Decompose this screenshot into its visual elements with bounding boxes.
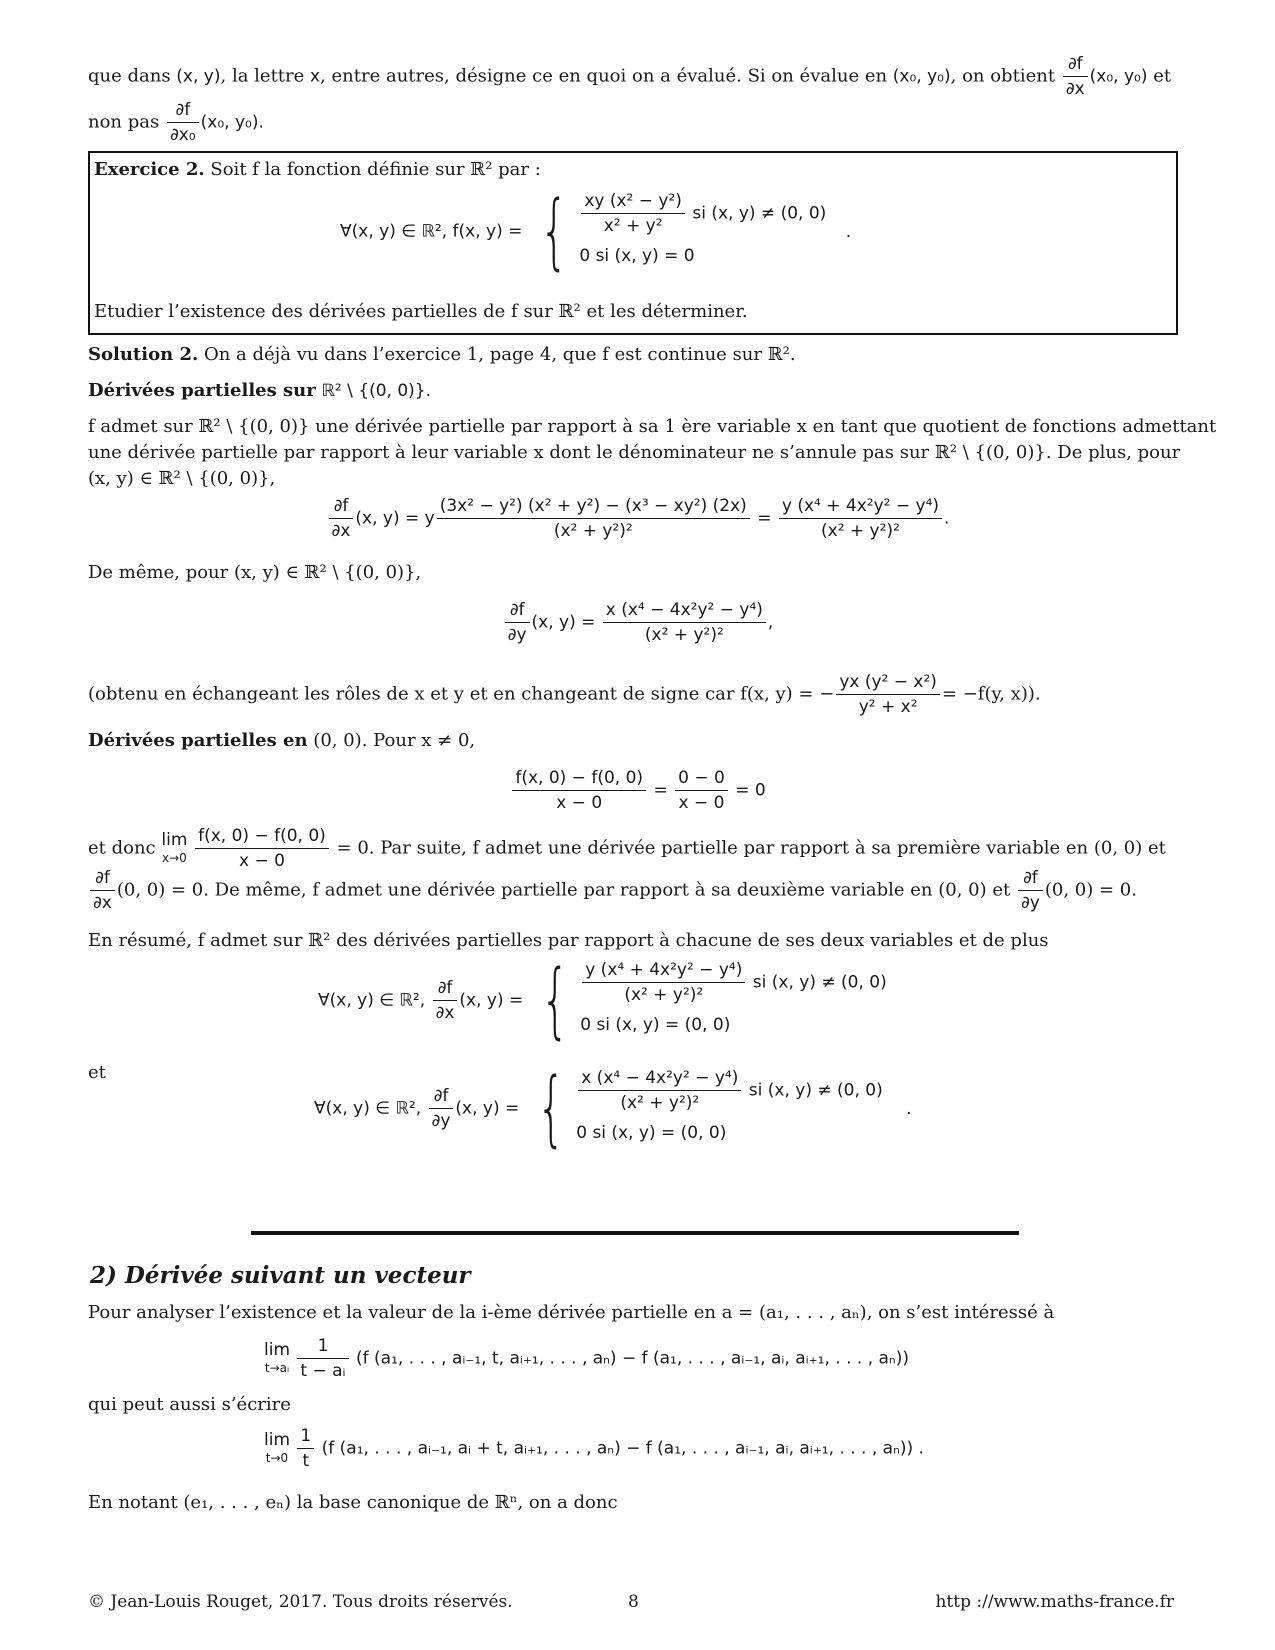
subheading-1: Dérivées partielles sur ℝ² \ {(0, 0)}.	[88, 380, 432, 401]
summary-line: En résumé, f admet sur ℝ² des dérivées partielles par rapport à chacune de ses deux variables et de plus	[88, 930, 1049, 951]
exercise-statement	[94, 159, 541, 180]
partial-at-origin-line: $\frac{\partial f}{\partial x}$ (0, 0) = 0. De même, f admet une dérivée partielle par rapport à sa deuxième variable en (0, 0) et $\frac{\partial f}{\partial y}$ (0, 0) = 0.	[88, 866, 1137, 915]
exercise-heading: Exercice 2.	[94, 159, 205, 180]
intro-line-1	[88, 52, 1171, 101]
exercise-formula: ∀(x, y) ∈ ℝ², f(x, y) = { $\frac{\text{xy (x² − y²)}}{\text{x² + y²}}$ si (x, y) ≠ (0, 0) 0 si (x, y) = 0 .	[340, 183, 852, 279]
paragraph-line: En notant (e₁, . . . , eₙ) la base canonique de ℝⁿ, on a donc	[88, 1492, 618, 1513]
end-of-solution-rule	[251, 1231, 1019, 1235]
equation-quotient: $\frac{f(x, 0) - f(0, 0)}{x - 0}$ = $\frac{0 - 0}{x - 0}$ = 0	[88, 766, 1188, 815]
exercise-box	[88, 151, 1178, 335]
obtained-line: (obtenu en échangeant les rôles de x et y et en changeant de signe car f(x, y) = − $\frac{\text{yx (y² − x²)}}{\text{y² + x²}}$ = −f(y, x)).	[88, 672, 1041, 717]
paragraph-line: Pour analyser l’existence et la valeur de la i-ème dérivée partielle en a = (a₁, . . . , aₙ), on s’est intéressé à	[88, 1302, 1055, 1323]
math: (x, y)	[176, 66, 221, 87]
text: Soit f la fonction définie sur ℝ² par :	[210, 159, 541, 180]
text: , entre autres, désigne ce en quoi on a évalué. Si on évalue en	[320, 65, 893, 87]
text: , la lettre	[220, 65, 311, 87]
subheading-2: Dérivées partielles en (0, 0). Pour x ≠ 0,	[88, 730, 476, 751]
math: (x₀, y₀)	[892, 66, 951, 87]
paragraph-line: f admet sur ℝ² \ {(0, 0)} une dérivée partielle par rapport à sa 1 ère variable x en tant que quotient de fonctions admettant	[88, 416, 1217, 437]
page-number: 8	[628, 1592, 639, 1612]
text: et	[1147, 65, 1172, 87]
result-dfdx: ∀(x, y) ∈ ℝ², $\frac{\partial f}{\partial x}$ (x, y) = { $\frac{\text{y (x⁴ + 4x²y² − y⁴)}}{\text{(x² + y²)²}}$ si (x, y) ≠ (0, 0) 0 si (x, y) = (0, 0)	[318, 952, 887, 1048]
intro-line-2	[88, 98, 264, 147]
exercise-question: Etudier l’existence des dérivées partielles de f sur ℝ² et les déterminer.	[94, 301, 748, 322]
limit-formula-1: lim t→aᵢ $\frac{1}{\text{t − aᵢ}}$ (f (a₁, . . . , aᵢ₋₁, t, aᵢ₊₁, . . . , aₙ) − f (a₁, . . . , aᵢ₋₁, aᵢ, aᵢ₊₁, . . . , aₙ))	[264, 1336, 909, 1381]
footer-copyright: © Jean-Louis Rouget, 2017. Tous droits réservés.	[88, 1592, 513, 1612]
text: On a déjà vu dans l’exercice 1, page 4, que f est continue sur ℝ².	[203, 344, 796, 365]
equation-dfdy: $\frac{\partial f}{\partial y}$ (x, y) = $\frac{\text{x (x⁴ − 4x²y² − y⁴)}}{\text{(x² + y²)²}}$ ,	[88, 598, 1188, 647]
equation-dfdx: $\frac{\partial f}{\partial x}$ (x, y) = y $\frac{\text{(3x² − y²) (x² + y²) − (x³ − xy²) (2x)}}{\text{(x² + y²)²}}$ = $\frac{\text{y (x⁴ + 4x²y² − y⁴)}}{\text{(x² + y²)²}}$ .	[88, 494, 1188, 543]
fraction: $\frac{\partial f}{\text{∂x₀}}$	[167, 98, 199, 147]
footer-url[interactable]: http ://www.maths-france.fr	[935, 1592, 1174, 1612]
text: , on obtient	[950, 65, 1056, 87]
solution-heading: Solution 2.	[88, 344, 199, 365]
paragraph-line: De même, pour (x, y) ∈ ℝ² \ {(0, 0)},	[88, 562, 422, 583]
paragraph-line: qui peut aussi s’écrire	[88, 1394, 291, 1415]
text: non pas	[88, 111, 160, 133]
math: (x₀, y₀)	[1089, 66, 1148, 87]
math: (x₀, y₀).	[200, 112, 264, 133]
math: x	[310, 66, 321, 87]
text: que dans	[88, 65, 177, 87]
limit-line: et donc lim x→0 $\frac{f(x, 0) - f(0, 0)}{x - 0}$ = 0. Par suite, f admet une dérivée partielle par rapport à sa première variable en (0, 0) et	[88, 826, 1166, 871]
section-title: 2) Dérivée suivant un vecteur	[90, 1262, 471, 1289]
solution-intro	[88, 342, 796, 368]
paragraph-line: une dérivée partielle par rapport à leur variable x dont le dénominateur ne s’annule pas sur ℝ² \ {(0, 0)}. De plus, pour	[88, 442, 1181, 463]
fraction: $\frac{\partial f}{\partial x}$	[1063, 52, 1088, 101]
result-dfdy: ∀(x, y) ∈ ℝ², $\frac{\partial f}{\partial y}$ (x, y) = { $\frac{\text{x (x⁴ − 4x²y² − y⁴)}}{\text{(x² + y²)²}}$ si (x, y) ≠ (0, 0) 0 si (x, y) = (0, 0) .	[314, 1060, 912, 1156]
paragraph-line: (x, y) ∈ ℝ² \ {(0, 0)},	[88, 468, 276, 489]
limit-formula-2: lim t→0 $\frac{1}{t}$ (f (a₁, . . . , aᵢ₋₁, aᵢ + t, aᵢ₊₁, . . . , aₙ) − f (a₁, . . . , aᵢ₋₁, aᵢ, aᵢ₊₁, . . . , aₙ)) .	[264, 1426, 924, 1471]
text: et	[88, 1062, 106, 1083]
